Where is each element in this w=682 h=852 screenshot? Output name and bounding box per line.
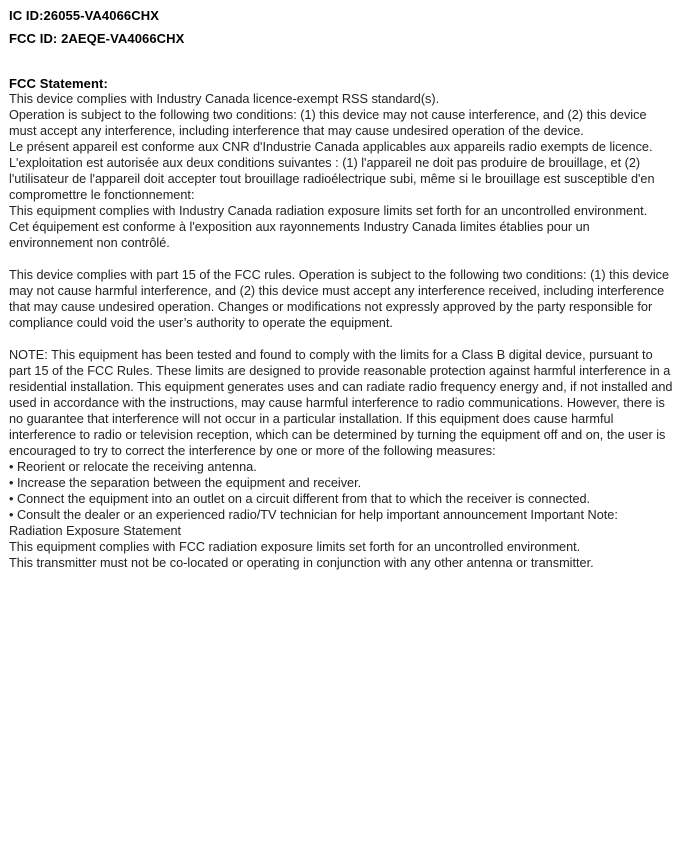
bullet-increase-separation: • Increase the separation between the equipment and receiver. [9, 476, 362, 490]
statement-line-french-exposure: Cet équipement est conforme à l'exposition aux rayonnements Industry Canada limites établies pour un environnement non contrôlé. [9, 220, 590, 250]
bullet-reorient-antenna: • Reorient or relocate the receiving antenna. [9, 460, 257, 474]
exposure-line-transmitter: This transmitter must not be co-located or operating in conjunction with any other antenna or transmitter. [9, 556, 594, 570]
statement-line-french-cnr: Le présent appareil est conforme aux CNR d'Industrie Canada applicables aux appareils radio exempts de licence. L'exploitation est autorisée aux deux conditions suivantes : (1) l'appareil ne doit pas produire de brouillage, et (2) l'utilisateur de l'appareil doit accepter tout brouillage radioélectrique subi, même si le brouillage est susceptible d'en compromettre le fonctionnement: [9, 140, 655, 202]
statement-line-ic-radiation: This equipment complies with Industry Canada radiation exposure limits set forth for an uncontrolled environment. [9, 204, 648, 218]
fcc-statement-heading: FCC Statement: [9, 76, 108, 91]
fcc-id-line: FCC ID: 2AEQE-VA4066CHX [9, 31, 185, 46]
fcc-statement-body [9, 91, 674, 571]
statement-line-rss: This device complies with Industry Canada licence-exempt RSS standard(s). [9, 92, 440, 106]
ic-id-line: IC ID:26055-VA4066CHX [9, 8, 159, 23]
note-paragraph: NOTE: This equipment has been tested and found to comply with the limits for a Class B digital device, pursuant to part 15 of the FCC Rules. These limits are designed to provide reasonable protection against harmful interference in a residential installation. This equipment generates uses and can radiate radio frequency energy and, if not installed and used in accordance with the instructions, may cause harmful interference to radio communications. However, there is no guarantee that interference will not occur in a particular installation. If this equipment does cause harmful interference to radio or television reception, which can be determined by turning the equipment off and on, the user is encouraged to try to correct the interference by one or more of the following measures: [9, 348, 673, 458]
part15-paragraph: This device complies with part 15 of the FCC rules. Operation is subject to the following two conditions: (1) this device may not cause harmful interference, and (2) this device must accept any interference received, including interference that may cause undesired operation. Changes or modifications not expressly approved by the party responsible for compliance could void the user’s authority to operate the equipment. [9, 268, 670, 330]
bullet-consult-dealer: • Consult the dealer or an experienced radio/TV technician for help important announcement Important Note: Radiation Exposure Statement [9, 508, 618, 538]
statement-line-operation-conditions: Operation is subject to the following two conditions: (1) this device may not cause interference, and (2) this device must accept any interference, including interference that may cause undesired operation of the device. [9, 108, 647, 138]
exposure-line-fcc-limits: This equipment complies with FCC radiation exposure limits set forth for an uncontrolled environment. [9, 540, 581, 554]
bullet-connect-outlet: • Connect the equipment into an outlet on a circuit different from that to which the receiver is connected. [9, 492, 591, 506]
